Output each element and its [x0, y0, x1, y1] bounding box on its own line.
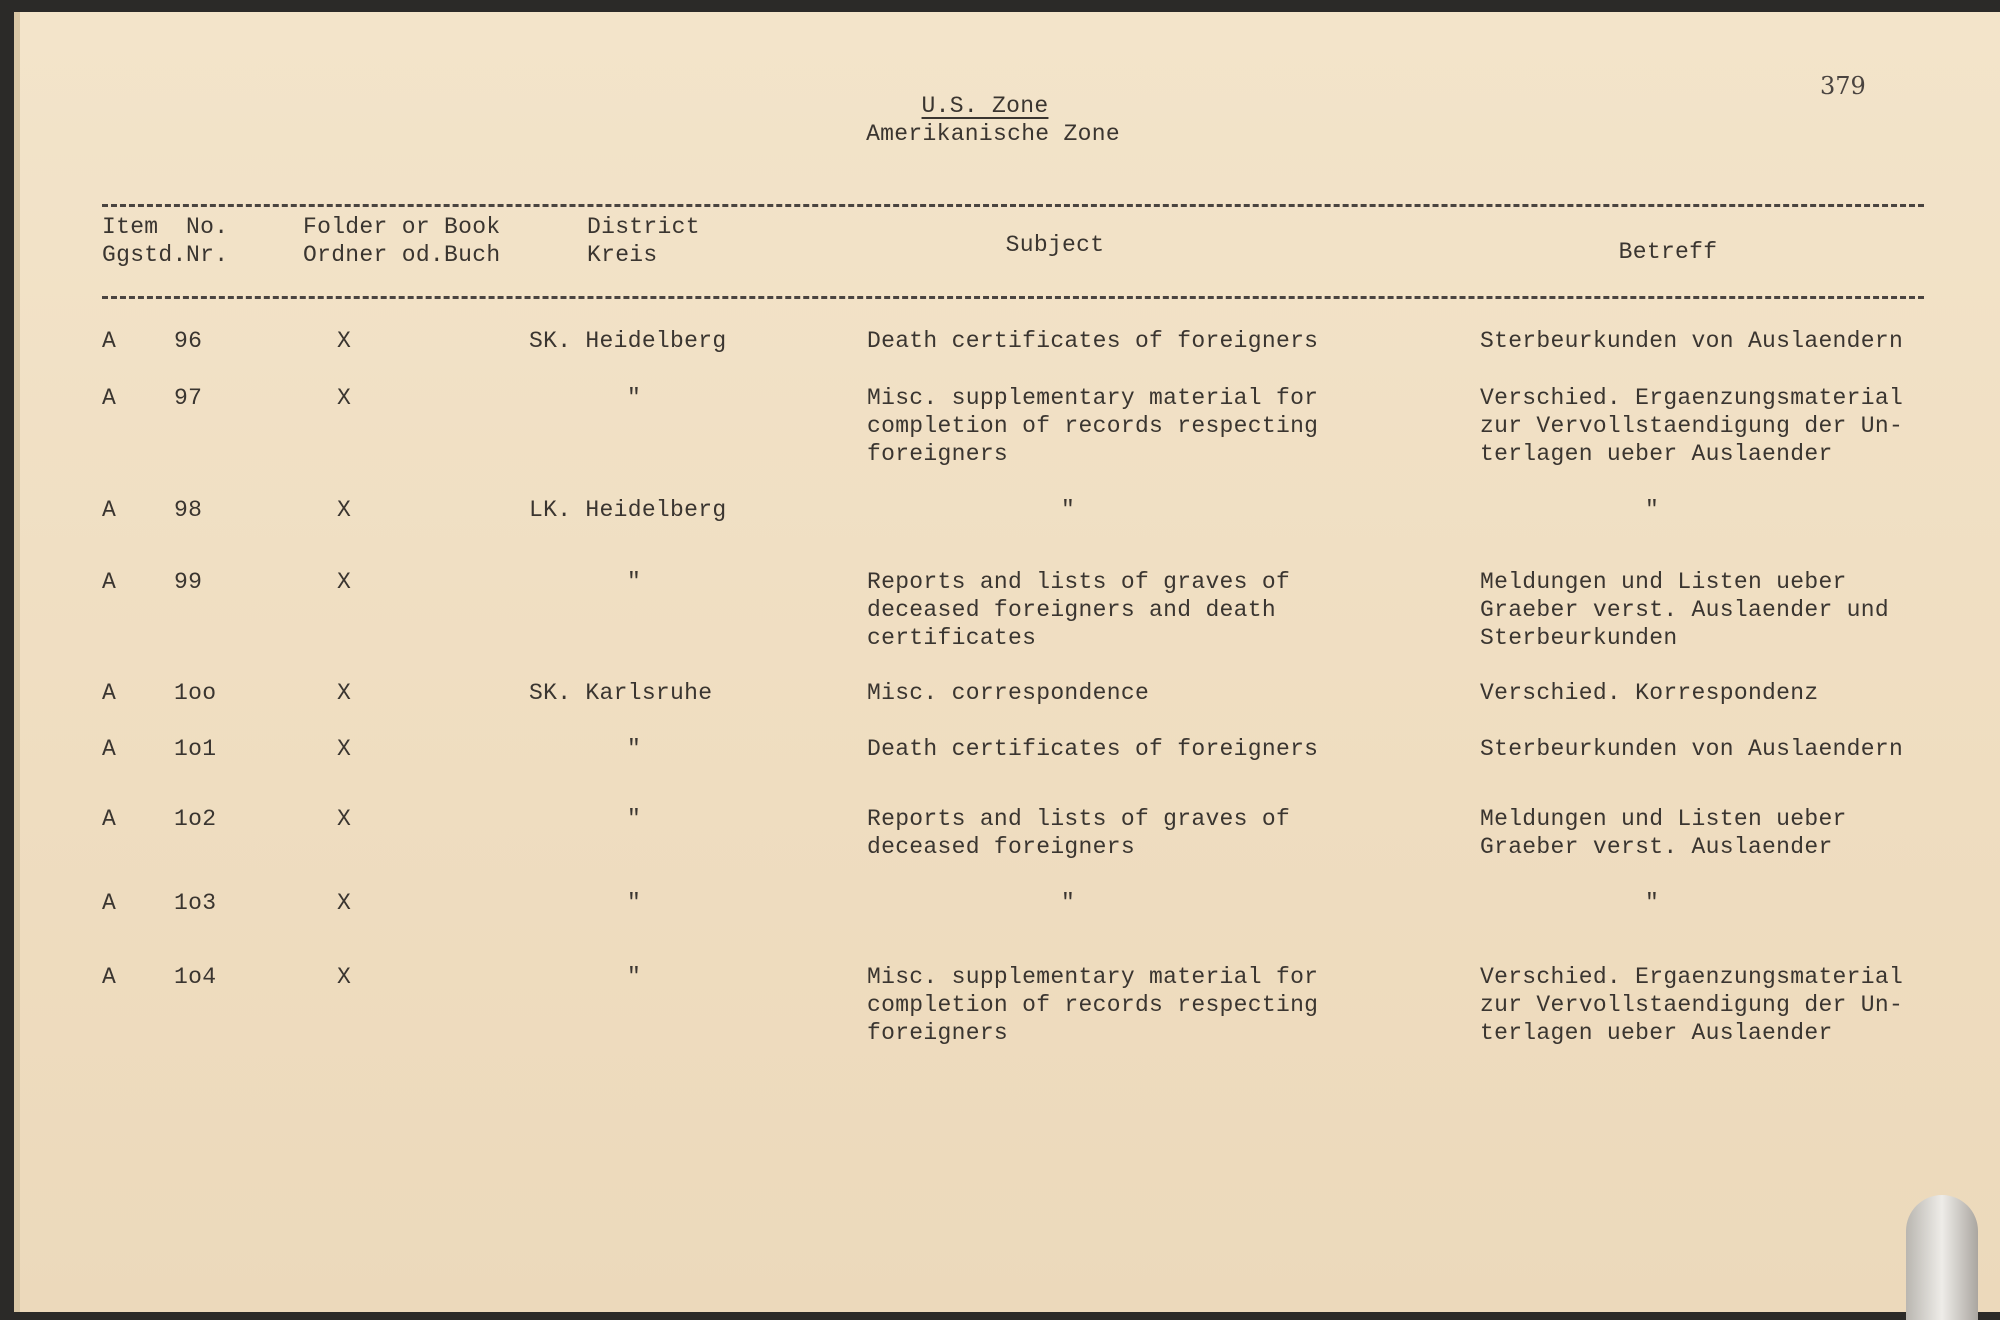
cell-item: A — [102, 328, 117, 354]
title-de: Amerikanische Zone — [866, 121, 1120, 147]
cell-district: SK. Karlsruhe — [529, 680, 713, 706]
cell-district: LK. Heidelberg — [529, 497, 727, 523]
cell-district: " — [626, 806, 642, 832]
cell-district: " — [626, 569, 642, 595]
cell-folder: X — [336, 680, 352, 706]
cell-no: 1o2 — [174, 806, 217, 832]
header-no-de: Nr. — [186, 242, 229, 268]
cell-subject: Death certificates of foreigners — [867, 328, 1319, 354]
cell-betreff: Meldungen und Listen ueber Graeber verst. Auslaender und Sterbeurkunden — [1480, 569, 1889, 651]
cell-folder: X — [336, 497, 352, 523]
cell-item: A — [102, 806, 117, 832]
cell-betreff: " — [1644, 497, 1660, 523]
header-item-de: Ggstd. — [102, 242, 187, 268]
cell-betreff: " — [1644, 890, 1660, 916]
cell-betreff: Verschied. Ergaenzungsmaterial zur Vervollstaendigung der Un- terlagen ueber Auslaender — [1480, 964, 1904, 1046]
binder-clip — [1906, 1195, 1978, 1320]
cell-folder: X — [336, 806, 352, 832]
cell-folder: X — [336, 890, 352, 916]
cell-subject: Reports and lists of graves of deceased foreigners — [867, 806, 1291, 860]
header-divider-bottom — [102, 296, 1924, 299]
cell-folder: X — [336, 569, 352, 595]
cell-district: " — [626, 890, 642, 916]
cell-no: 96 — [174, 328, 203, 354]
cell-item: A — [102, 497, 117, 523]
cell-item: A — [102, 890, 117, 916]
cell-item: A — [102, 964, 117, 990]
cell-betreff: Sterbeurkunden von Auslaendern — [1480, 736, 1904, 762]
cell-folder: X — [336, 736, 352, 762]
page-number: 379 — [1820, 72, 1866, 100]
cell-betreff: Verschied. Korrespondenz — [1480, 680, 1819, 706]
cell-no: 1oo — [174, 680, 217, 706]
cell-subject: Misc. correspondence — [867, 680, 1150, 706]
header-no: No. — [186, 214, 229, 240]
header-folder-de: Ordner od.Buch — [303, 242, 501, 268]
header-district: District — [587, 214, 700, 240]
cell-folder: X — [336, 385, 352, 411]
cell-no: 99 — [174, 569, 203, 595]
cell-betreff: Verschied. Ergaenzungsmaterial zur Vervollstaendigung der Un- terlagen ueber Auslaender — [1480, 385, 1904, 467]
cell-district: " — [626, 736, 642, 762]
cell-subject: Misc. supplementary material for completion of records respecting foreigners — [867, 385, 1319, 467]
cell-folder: X — [336, 328, 352, 354]
cell-no: 1o3 — [174, 890, 217, 916]
header-betreff: Betreff — [1618, 239, 1718, 265]
cell-item: A — [102, 385, 117, 411]
cell-item: A — [102, 680, 117, 706]
cell-no: 1o1 — [174, 736, 217, 762]
header-divider-top — [102, 204, 1924, 207]
cell-subject: Death certificates of foreigners — [867, 736, 1319, 762]
cell-subject: Reports and lists of graves of deceased foreigners and death certificates — [867, 569, 1291, 651]
header-district-de: Kreis — [587, 242, 658, 268]
header-subject: Subject — [1005, 232, 1105, 258]
cell-subject: " — [1060, 497, 1076, 523]
cell-no: 1o4 — [174, 964, 217, 990]
cell-betreff: Sterbeurkunden von Auslaendern — [1480, 328, 1904, 354]
cell-no: 97 — [174, 385, 203, 411]
cell-betreff: Meldungen und Listen ueber Graeber verst. Auslaender — [1480, 806, 1847, 860]
cell-district: SK. Heidelberg — [529, 328, 727, 354]
cell-item: A — [102, 736, 117, 762]
cell-district: " — [626, 964, 642, 990]
cell-no: 98 — [174, 497, 203, 523]
cell-district: " — [626, 385, 642, 411]
header-folder: Folder or Book — [303, 214, 501, 240]
document-page — [14, 12, 2000, 1312]
cell-folder: X — [336, 964, 352, 990]
title-en: U.S. Zone — [921, 93, 1049, 119]
cell-item: A — [102, 569, 117, 595]
cell-subject: " — [1060, 890, 1076, 916]
header-item: Item — [102, 214, 159, 240]
cell-subject: Misc. supplementary material for completion of records respecting foreigners — [867, 964, 1319, 1046]
